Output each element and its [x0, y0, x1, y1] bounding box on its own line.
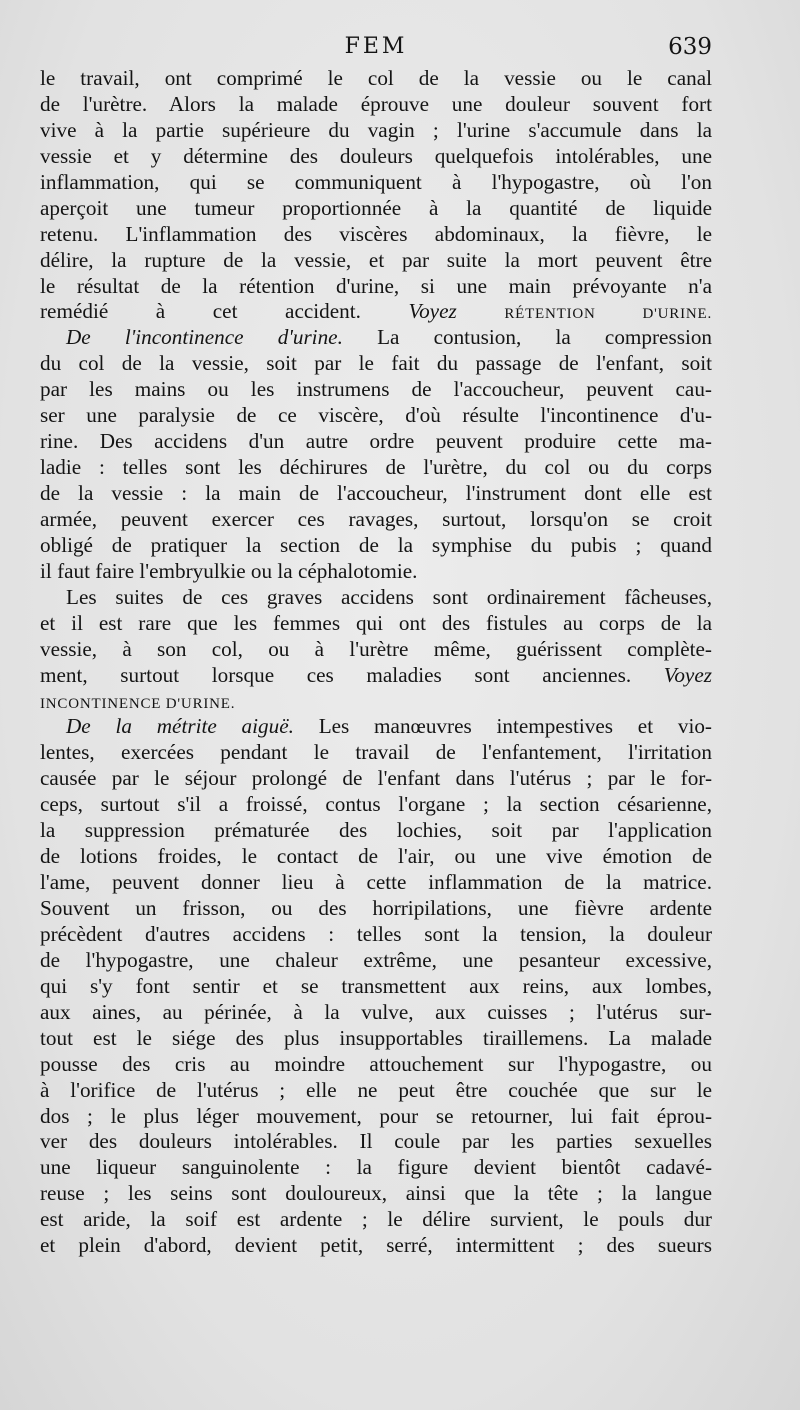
text-line: vessie, à son col, ou à l'urètre même, guérissent complète-: [40, 636, 712, 661]
text-line: de lotions froides, le contact de l'air, ou une vive émotion de: [40, 844, 712, 869]
text-line: lentes, exercées pendant le travail de l'enfantement, l'irritation: [40, 740, 712, 765]
page-header: [40, 34, 712, 66]
text-line: [40, 689, 712, 715]
text-segment: ment, surtout lorsque ces maladies sont anciennes.: [40, 662, 632, 687]
text-line: Souvent un frisson, ou des horripilations, une fièvre ardente: [40, 896, 712, 920]
cross-reference-term: RÉTENTION D'URINE.: [504, 306, 713, 323]
text-line: et il est rare que les femmes qui ont des fistules au corps de la: [40, 610, 712, 635]
text-line: le travail, ont comprimé le col de la vessie ou le canal: [40, 66, 712, 90]
text-line: le résultat de la rétention d'urine, si une main prévoyante n'a: [40, 273, 712, 298]
text-line: ladie : telles sont les déchirures de l'urètre, du col ou du corps: [40, 455, 712, 480]
cross-reference-term: INCONTINENCE D'URINE.: [40, 695, 236, 712]
text-line: de la vessie : la main de l'accoucheur, l'instrument dont elle est: [40, 481, 712, 505]
text-line: et plein d'abord, devient petit, serré, intermittent ; des sueurs: [40, 1233, 712, 1258]
text-line: retenu. L'inflammation des viscères abdominaux, la fièvre, le: [40, 221, 712, 246]
text-line: causée par le séjour prolongé de l'enfant dans l'utérus ; par le for-: [40, 766, 712, 791]
text-line: la suppression prématurée des lochies, soit par l'application: [40, 818, 712, 843]
text-line: qui s'y font sentir et se transmettent aux reins, aux lombes,: [40, 973, 712, 998]
body-text: [40, 66, 712, 1259]
text-line: il faut faire l'embryulkie ou la céphalotomie.: [40, 558, 418, 583]
text-line: [40, 299, 712, 325]
text-line: l'ame, peuvent donner lieu à cette inflammation de la matrice.: [40, 870, 712, 895]
text-line: ceps, surtout s'il a froissé, contus l'organe ; la section césarienne,: [40, 792, 712, 817]
text-line: pousse des cris au moindre attouchement sur l'hypogastre, ou: [40, 1051, 712, 1076]
text-line: aux aines, au périnée, à la vulve, aux cuisses ; l'utérus sur-: [40, 999, 712, 1024]
text-line: inflammation, qui se communiquent à l'hypogastre, où l'on: [40, 169, 712, 194]
text-line: du col de la vessie, soit par le fait du passage de l'enfant, soit: [40, 351, 712, 376]
text-line: [40, 714, 712, 740]
cross-reference-voyez: Voyez: [408, 299, 457, 324]
text-line: [40, 663, 712, 689]
text-line: vive à la partie supérieure du vagin ; l'urine s'accumule dans la: [40, 117, 712, 142]
text-line: [40, 325, 712, 351]
text-segment: La contusion, la compression: [377, 325, 713, 350]
text-line: délire, la rupture de la vessie, et par suite la mort peuvent être: [40, 247, 712, 272]
text-line: obligé de pratiquer la section de la symphise du pubis ; quand: [40, 532, 712, 557]
text-line: à l'orifice de l'utérus ; elle ne peut être couchée que sur le: [40, 1077, 712, 1102]
text-line: ser une paralysie de ce viscère, d'où résulte l'incontinence d'u-: [40, 403, 712, 428]
text-line: de l'hypogastre, une chaleur extrême, une pesanteur excessive,: [40, 947, 712, 972]
text-line: par les mains ou les instrumens de l'accoucheur, peuvent cau-: [40, 377, 712, 402]
text-line: dos ; le plus léger mouvement, pour se retourner, lui fait éprou-: [40, 1103, 712, 1128]
text-line: tout est le siége des plus insupportables tiraillemens. La malade: [40, 1025, 712, 1050]
text-line: ver des douleurs intolérables. Il coule par les parties sexuelles: [40, 1129, 712, 1154]
text-line: rine. Des accidens d'un autre ordre peuvent produire cette ma-: [40, 429, 712, 454]
page-number: 639: [668, 34, 712, 60]
text-line: aperçoit une tumeur proportionnée à la quantité de liquide: [40, 195, 712, 220]
text-line: reuse ; les seins sont douloureux, ainsi que la tête ; la langue: [40, 1181, 712, 1206]
text-segment: Les manœuvres intempestives et vio-: [318, 714, 712, 739]
section-heading-incontinence: De l'incontinence d'urine.: [66, 325, 343, 350]
text-line: armée, peuvent exercer ces ravages, surtout, lorsqu'on se croit: [40, 506, 712, 531]
cross-reference-voyez: Voyez: [663, 662, 712, 687]
text-segment: remédié à cet accident.: [40, 299, 361, 324]
section-heading-metrite: De la métrite aiguë.: [66, 714, 294, 739]
running-head: FEM: [344, 34, 408, 59]
text-line: une liqueur sanguinolente : la figure devient bientôt cadavé-: [40, 1155, 712, 1180]
text-line: de l'urètre. Alors la malade éprouve une douleur souvent fort: [40, 91, 712, 116]
text-line: est aride, la soif est ardente ; le délire survient, le pouls dur: [40, 1207, 712, 1232]
text-line: Les suites de ces graves accidens sont ordinairement fâcheuses,: [66, 584, 712, 609]
text-line: vessie et y détermine des douleurs quelquefois intolérables, une: [40, 143, 712, 168]
text-line: précèdent d'autres accidens : telles sont la tension, la douleur: [40, 921, 712, 946]
